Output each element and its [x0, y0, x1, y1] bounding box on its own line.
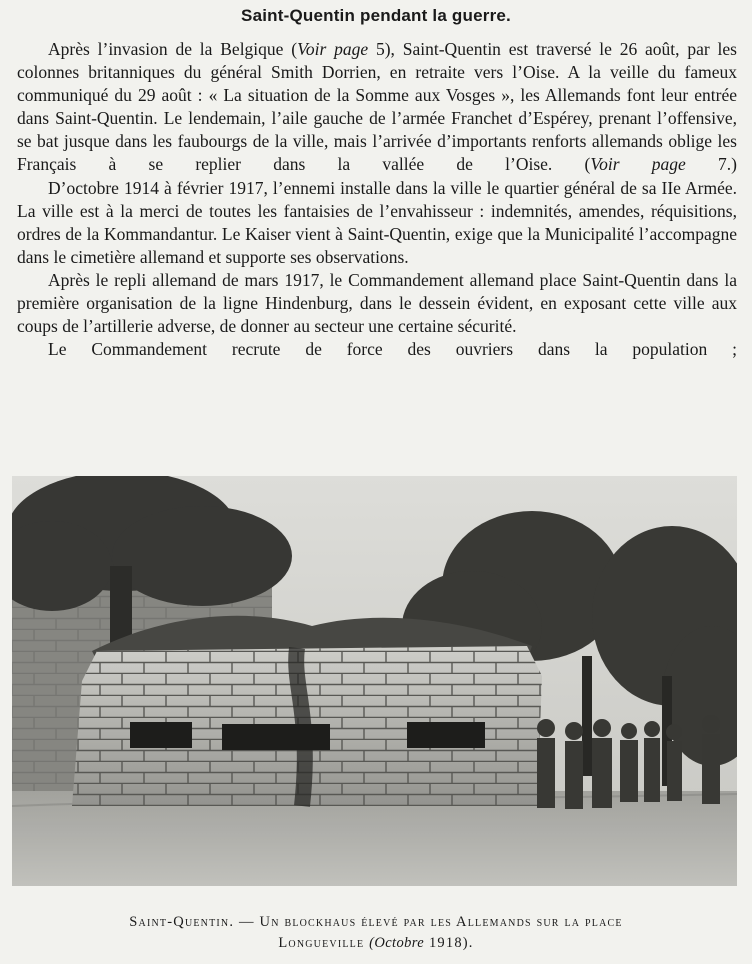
body-text — [17, 38, 737, 361]
caption-year: 1918). — [428, 935, 474, 951]
paragraph-4: Le Commandement recrute de force des ouvriers dans la population ; — [48, 339, 737, 360]
paragraph-1-text-a: Après l’invasion de la Belgique ( — [48, 39, 298, 59]
page-reference: Voir page — [590, 154, 686, 175]
blockhaus-photograph — [12, 476, 737, 886]
photo-caption — [0, 912, 752, 954]
photo-illustration — [12, 476, 737, 886]
paragraph-2: D’octobre 1914 à février 1917, l’ennemi installe dans la ville le quartier général de sa IIe Armée. La ville est à la merci de toutes les fantaisies de l’envahisseur : indemnités, amendes, réquisitions, ordres de la Kommandantur. Le Kaiser vient à Saint-Quentin, exige que la Municipalité l’accompagne dans le cimetière allemand et supporte ses observations. — [17, 177, 737, 267]
paragraph-3: Après le repli allemand de mars 1917, le Commandement allemand place Saint-Quentin dans la première organisation de la ligne Hindenburg, dans le dessein évident, en exposant cette ville aux coups de l’artillerie adverse, de donner au secteur une certaine sécurité. — [17, 269, 737, 337]
page-reference: Voir page — [297, 39, 369, 59]
paragraph-1 — [17, 38, 737, 177]
caption-line-1: Saint-Quentin. — Un blockhaus élevé par les Allemands sur la place — [129, 914, 623, 930]
caption-line-2 — [0, 933, 752, 954]
caption-place: Longueville — [278, 935, 365, 951]
page-title: Saint-Quentin pendant la guerre. — [241, 6, 511, 25]
paragraph-1-text-b: 5), Saint-Quentin est traversé le 26 août, par les colonnes britanniques du général Smith Dorrien, en retraite vers l’Oise. A la veille du fameux communiqué du 29 août : « La situation de la Somme aux Vosges », les Allemands font leur entrée dans Saint-Quentin. Le lendemain, l’aile gauche de l’armée Franchet d’Espérey, prenant l’offensive, se bat jusque dans les faubourgs de la ville, mais l’arrivée d’importants renforts allemands oblige les Français à se replier dans la vallée de l’Oise. ( — [17, 39, 737, 175]
caption-date: (Octobre — [369, 935, 425, 951]
paragraph-1-text-c: 7.) — [685, 154, 737, 175]
